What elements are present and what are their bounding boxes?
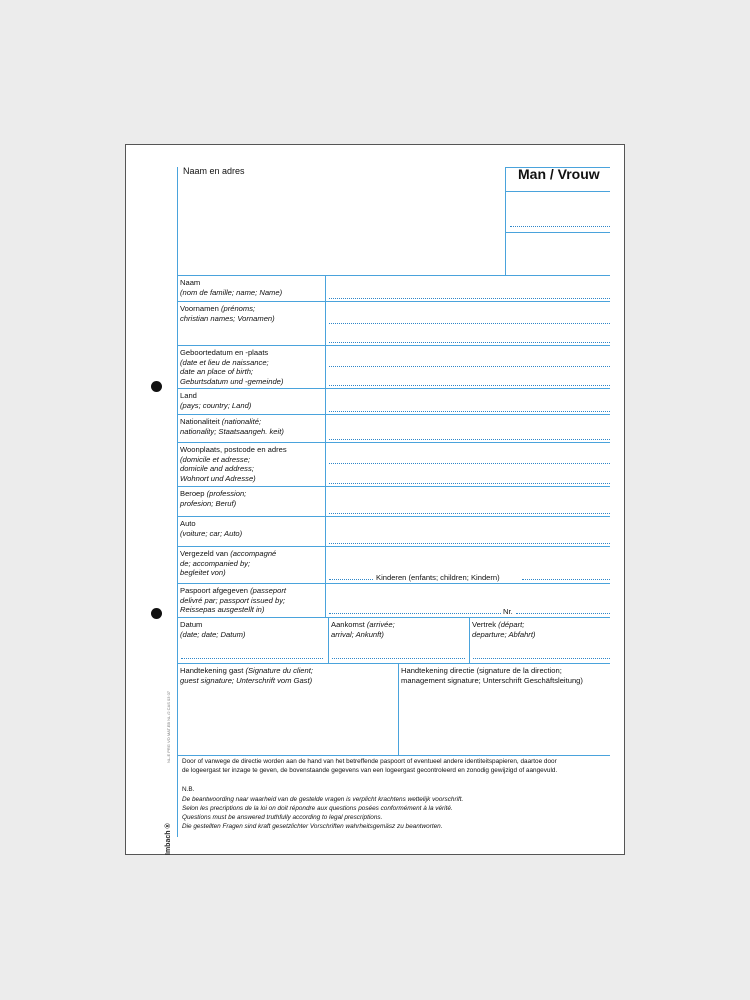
gender-label: Man / Vrouw — [518, 166, 600, 182]
signature-direction-area[interactable] — [399, 690, 609, 754]
field-label-voornamen: Voornamen (prénoms; christian names; Vornamen) — [180, 304, 275, 323]
name-address-label: Naam en adres — [183, 166, 245, 176]
punch-hole-top — [151, 381, 162, 392]
field-label-auto: Auto (voiture; car; Auto) — [180, 519, 243, 538]
field-label-paspoort: Paspoort afgegeven (passeport delivré par; passport issued by; Reissepas ausgestellt in) — [180, 586, 286, 615]
nationaliteit-field[interactable] — [329, 439, 610, 440]
nr-label: Nr. — [503, 607, 513, 616]
woonplaats-field-1[interactable] — [329, 463, 610, 464]
voornamen-field-2[interactable] — [329, 342, 610, 343]
field-label-beroep: Beroep (profession; profesion; Beruf) — [180, 489, 247, 508]
footer-note: Door of vanwege de directie worden aan de hand van het betreffende paspoort of eventueel andere identiteitspapieren, daartoe door de logeergast ter inzage te geven, de bovenstaande gegevens van een logeergast gecontroleerd en zonodig gewijzigd of aangevuld. — [182, 758, 558, 774]
brand-logo: Imbach ® — [165, 823, 172, 855]
paspoort-nr-field[interactable] — [516, 613, 610, 614]
signature-guest-label: Handtekening gast (Signature du client; guest signature; Unterschrift vom Gast) — [180, 666, 313, 685]
children-field[interactable] — [522, 579, 610, 580]
woonplaats-field-2[interactable] — [329, 483, 610, 484]
signature-direction-label: Handtekening directie (signature de la direction; management signature; Unterschrift Geschäftsleitung) — [401, 666, 583, 685]
naam-field[interactable] — [329, 298, 610, 299]
label-column-rule — [325, 275, 326, 617]
aankomst-field[interactable] — [332, 658, 465, 659]
gender-box-rule — [505, 167, 506, 275]
field-label-naam: Naam (nom de famille; name; Name) — [180, 278, 283, 297]
geboortedatum-field-1[interactable] — [329, 366, 610, 367]
nb-label: N.B. — [182, 786, 195, 793]
vertrek-field[interactable] — [473, 658, 610, 659]
geboortedatum-field-2[interactable] — [329, 385, 610, 386]
nb-notes: De beantwoording naar waarheid van de gestelde vragen is verplicht krachtens wettelijk voorschrift. Selon les precriptions de la loi on doit répondre aux questions posées conformément à la vérité. Questions must be answered truthfully according to legal prescriptions. Die gestellten Fragen sind kraft gesetzlichter Vorschriften wahrheitsgemäsz zu beantworten. — [182, 796, 464, 830]
auto-field[interactable] — [329, 543, 610, 544]
beroep-field[interactable] — [329, 513, 610, 514]
product-code: NL-E PRG VO MAT.EB NL /2 CAS 03 07 — [166, 690, 171, 763]
land-field[interactable] — [329, 411, 610, 412]
field-label-land: Land (pays; country; Land) — [180, 391, 252, 410]
field-label-aankomst: Aankomst (arrivée; arrival; Ankunft) — [331, 620, 395, 639]
field-label-vergezeld: Vergezeld van (accompagné de; accompanied by; begleitet von) — [180, 549, 277, 578]
field-label-nationaliteit: Nationaliteit (nationalité; nationality; Staatsaangeh. keit) — [180, 417, 284, 436]
children-label: Kinderen (enfants; children; Kindern) — [376, 573, 500, 582]
voornamen-field-1[interactable] — [329, 323, 610, 324]
signature-guest-area[interactable] — [178, 690, 397, 754]
datum-field[interactable] — [181, 658, 323, 659]
gender-field-line[interactable] — [510, 226, 610, 227]
punch-hole-bottom — [151, 608, 162, 619]
field-label-woonplaats: Woonplaats, postcode en adres (domicile et adresse; domicile and address; Wohnort und Adresse) — [180, 445, 287, 483]
registration-form-sheet — [125, 144, 625, 855]
field-label-vertrek: Vertrek (départ; departure; Abfahrt) — [472, 620, 536, 639]
paspoort-field[interactable] — [329, 613, 501, 614]
field-label-datum: Datum (date; date; Datum) — [180, 620, 246, 639]
vergezeld-field[interactable] — [329, 579, 373, 580]
field-label-geboortedatum: Geboortedatum en -plaats (date et lieu de naissance; date an place of birth; Geburtsdatum und -gemeinde) — [180, 348, 284, 386]
